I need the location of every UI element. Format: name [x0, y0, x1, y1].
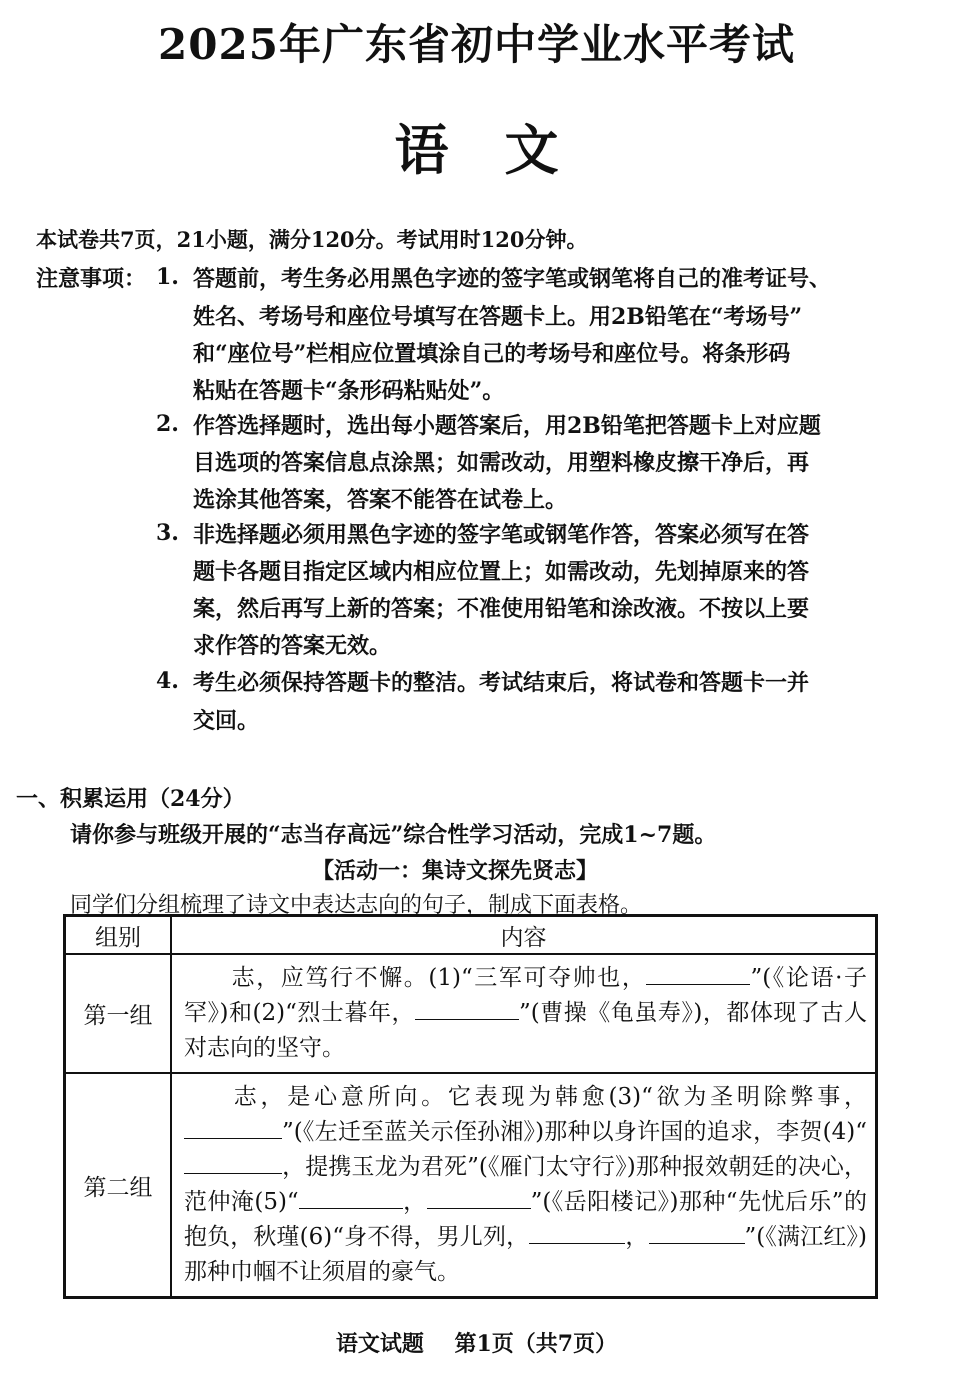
table-row	[65, 954, 877, 1073]
notice-item-line: 选涂其他答案，答案不能答在试卷上。	[193, 487, 568, 513]
notice-item-line: 求作答的答案无效。	[193, 633, 392, 659]
notice-item-line: 作答选择题时，选出每小题答案后，用2B铅笔把答题卡上对应题	[193, 413, 821, 439]
table-row	[65, 1073, 877, 1298]
content-cell	[171, 1073, 877, 1298]
notice-item-line: 案，然后再写上新的答案；不准使用铅笔和涂改液。不按以上要	[193, 596, 810, 622]
content-text: ，提携玉龙为君死”(《雁门太守行》)那种报效朝廷的决心，范仲淹(5)“	[184, 1154, 867, 1215]
column-header-content: 内容	[171, 916, 877, 955]
notice-item-line: 和“座位号”栏相应位置填涂自己的考场号和座位号。将条形码	[193, 341, 791, 367]
table-intro: 同学们分组梳理了诗文中表达志向的句子，制成下面表格。	[70, 893, 643, 918]
section-heading: 一、积累运用（24分）	[16, 786, 245, 812]
notice-item-number: 1.	[156, 264, 179, 290]
group-cell: 第二组	[65, 1073, 172, 1298]
notice-item-number: 2.	[156, 411, 179, 437]
content-cell	[171, 954, 877, 1073]
exam-title: 2025年广东省初中学业水平考试	[158, 20, 795, 69]
exam-info: 本试卷共7页，21小题，满分120分。考试用时120分钟。	[36, 227, 588, 252]
notice-label: 注意事项：	[36, 266, 147, 292]
group-cell: 第一组	[65, 954, 172, 1073]
answer-blank[interactable]	[646, 962, 750, 985]
notice-item-line: 答题前，考生务必用黑色字迹的签字笔或钢笔将自己的准考证号、	[193, 266, 832, 292]
notice-item-line: 粘贴在答题卡“条形码粘贴处”。	[193, 378, 505, 404]
notice-item-number: 3.	[156, 520, 179, 546]
section-instruction: 请你参与班级开展的“志当存高远”综合性学习活动，完成1~7题。	[70, 822, 717, 848]
content-text: ”(《论语·子罕》)和(2)“烈士暮年，	[184, 965, 867, 1026]
notice-item-line: 目选项的答案信息点涂黑；如需改动，用塑料橡皮擦干净后，再	[193, 450, 810, 476]
answer-blank[interactable]	[649, 1221, 745, 1244]
content-text: ”(《左迁至蓝关示侄孙湘》)那种以身许国的追求，李贺(4)“	[282, 1119, 867, 1145]
content-text: ”(曹操《龟虽寿》)，都体现了古人对志向的坚守。	[184, 1000, 867, 1061]
content-text: ”(《岳阳楼记》)那种“先忧后乐”的抱负，秋瑾(6)“身不得，男儿列，	[184, 1189, 867, 1250]
answer-blank[interactable]	[184, 1116, 282, 1139]
answer-blank[interactable]	[415, 997, 519, 1020]
notice-item-line: 交回。	[193, 708, 260, 734]
content-text: ，	[402, 1189, 427, 1215]
page-footer: 语文试题 第1页（共7页）	[335, 1331, 618, 1357]
notice-item-line: 姓名、考场号和座位号填写在答题卡上。用2B铅笔在“考场号”	[193, 304, 803, 330]
notice-item-line: 非选择题必须用黑色字迹的签字笔或钢笔作答，答案必须写在答	[193, 522, 810, 548]
notice-item-line: 考生必须保持答题卡的整洁。考试结束后，将试卷和答题卡一并	[193, 670, 810, 696]
summary-table	[63, 914, 878, 1299]
activity-title: 【活动一：集诗文探先贤志】	[312, 858, 599, 884]
answer-blank[interactable]	[427, 1186, 531, 1209]
content-text: ”(《满江红》)那种巾帼不让须眉的豪气。	[184, 1224, 868, 1285]
subject-title: 语文	[394, 118, 615, 182]
content-text: 志，是心意所向。它表现为韩愈(3)“欲为圣明除弊事，	[230, 1084, 867, 1110]
answer-blank[interactable]	[184, 1151, 282, 1174]
content-text: 志，应笃行不懈。(1)“三军可夺帅也，	[230, 965, 647, 991]
table-header-row	[65, 916, 877, 955]
notice-item-number: 4.	[156, 668, 179, 694]
column-header-group: 组别	[65, 916, 172, 955]
answer-blank[interactable]	[529, 1221, 625, 1244]
answer-blank[interactable]	[299, 1186, 403, 1209]
content-text: ，	[625, 1224, 649, 1250]
notice-item-line: 题卡各题目指定区域内相应位置上；如需改动，先划掉原来的答	[193, 559, 810, 585]
